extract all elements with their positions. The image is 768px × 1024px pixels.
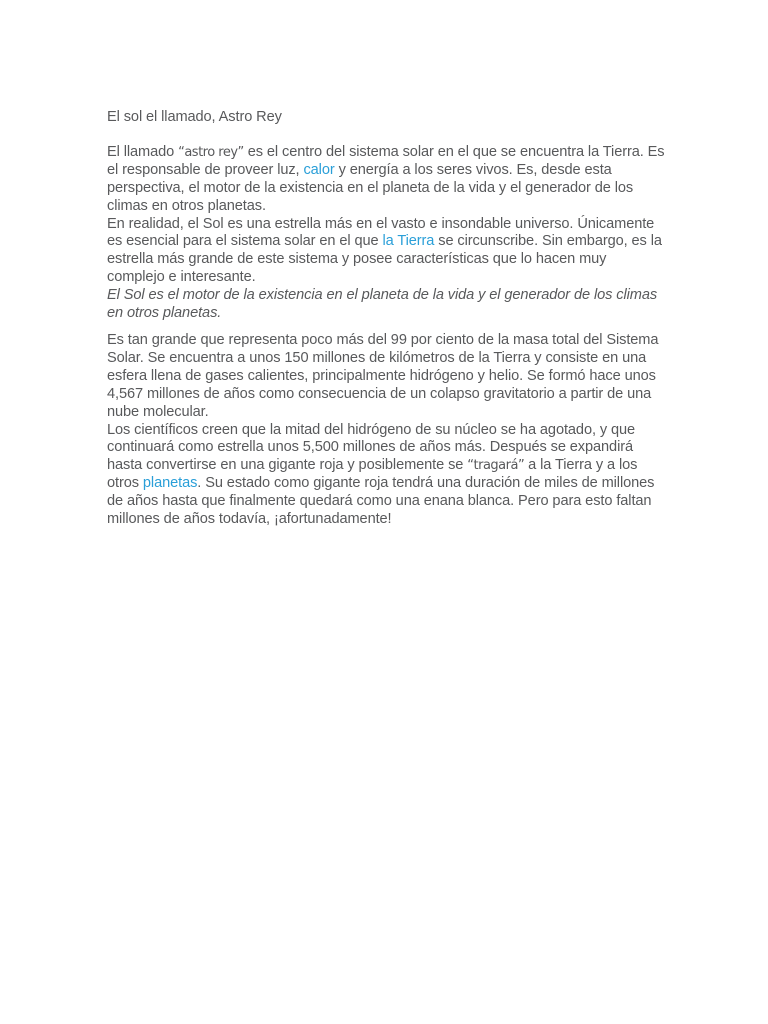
document-title: El sol el llamado, Astro Rey <box>107 109 282 125</box>
paragraph-intro-text-1: El llamado <box>107 143 179 160</box>
link-la-tierra[interactable]: la Tierra <box>382 233 435 250</box>
paragraph-size: Es tan grande que representa poco más del 99 por ciento de la masa total del Sistema Solar. Se encuentra a unos 150 millones de kilómetros de la Tierra y consiste en una esfera llena de gases calientes, principalmente hidrógeno y helio. Se formó hace unos 4,567 millones de años como consecuencia de un colapso gravitatorio a partir de una nube molecular. <box>107 331 659 420</box>
link-planetas[interactable]: planetas <box>142 475 198 492</box>
document-body <box>107 109 667 529</box>
paragraph-reality-text-1: En realidad, el Sol es una estrella más en el vasto e insondable universo. Únicamente es esencial para el sistema solar en el que <box>107 215 655 250</box>
paragraph-future <box>107 422 667 529</box>
paragraph-reality <box>107 216 667 288</box>
quoted-astro-rey: “astro rey” <box>178 144 244 160</box>
paragraph-intro-text-2: es el centro del sistema solar en el que se encuentra la Tierra. Es el responsable de proveer luz, <box>107 143 665 178</box>
paragraph-spacer <box>107 323 667 332</box>
quoted-tragara: “tragará” <box>467 458 525 474</box>
paragraph-intro <box>107 144 667 216</box>
paragraph-future-text-3: . Su estado como gigante roja tendrá una duración de miles de millones de años hasta que finalmente quedará como una enana blanca. Pero para esto faltan millones de años todavía, ¡afortunadamente! <box>107 475 655 528</box>
paragraph-reality-text-2: se circunscribe. Sin embargo, es la estrella más grande de este sistema y posee características que lo hacen muy complejo e interesante. <box>107 233 662 286</box>
paragraph-future-text-2: a la Tierra y a los otros <box>107 457 638 492</box>
paragraph-intro-text-3: y energía a los seres vivos. Es, desde esta perspectiva, el motor de la existencia en el planeta de la vida y el generador de los climas en otros planetas. <box>107 161 634 214</box>
pull-quote: El Sol es el motor de la existencia en el planeta de la vida y el generador de los climas en otros planetas. <box>107 287 658 322</box>
paragraph-future-text-1: Los científicos creen que la mitad del hidrógeno de su núcleo se ha agotado, y que continuará como estrella unos 5,500 millones de años más. Después se expandirá hasta convertirse en una gigante roja y posiblemente se <box>107 421 636 474</box>
link-calor[interactable]: calor <box>303 161 335 178</box>
